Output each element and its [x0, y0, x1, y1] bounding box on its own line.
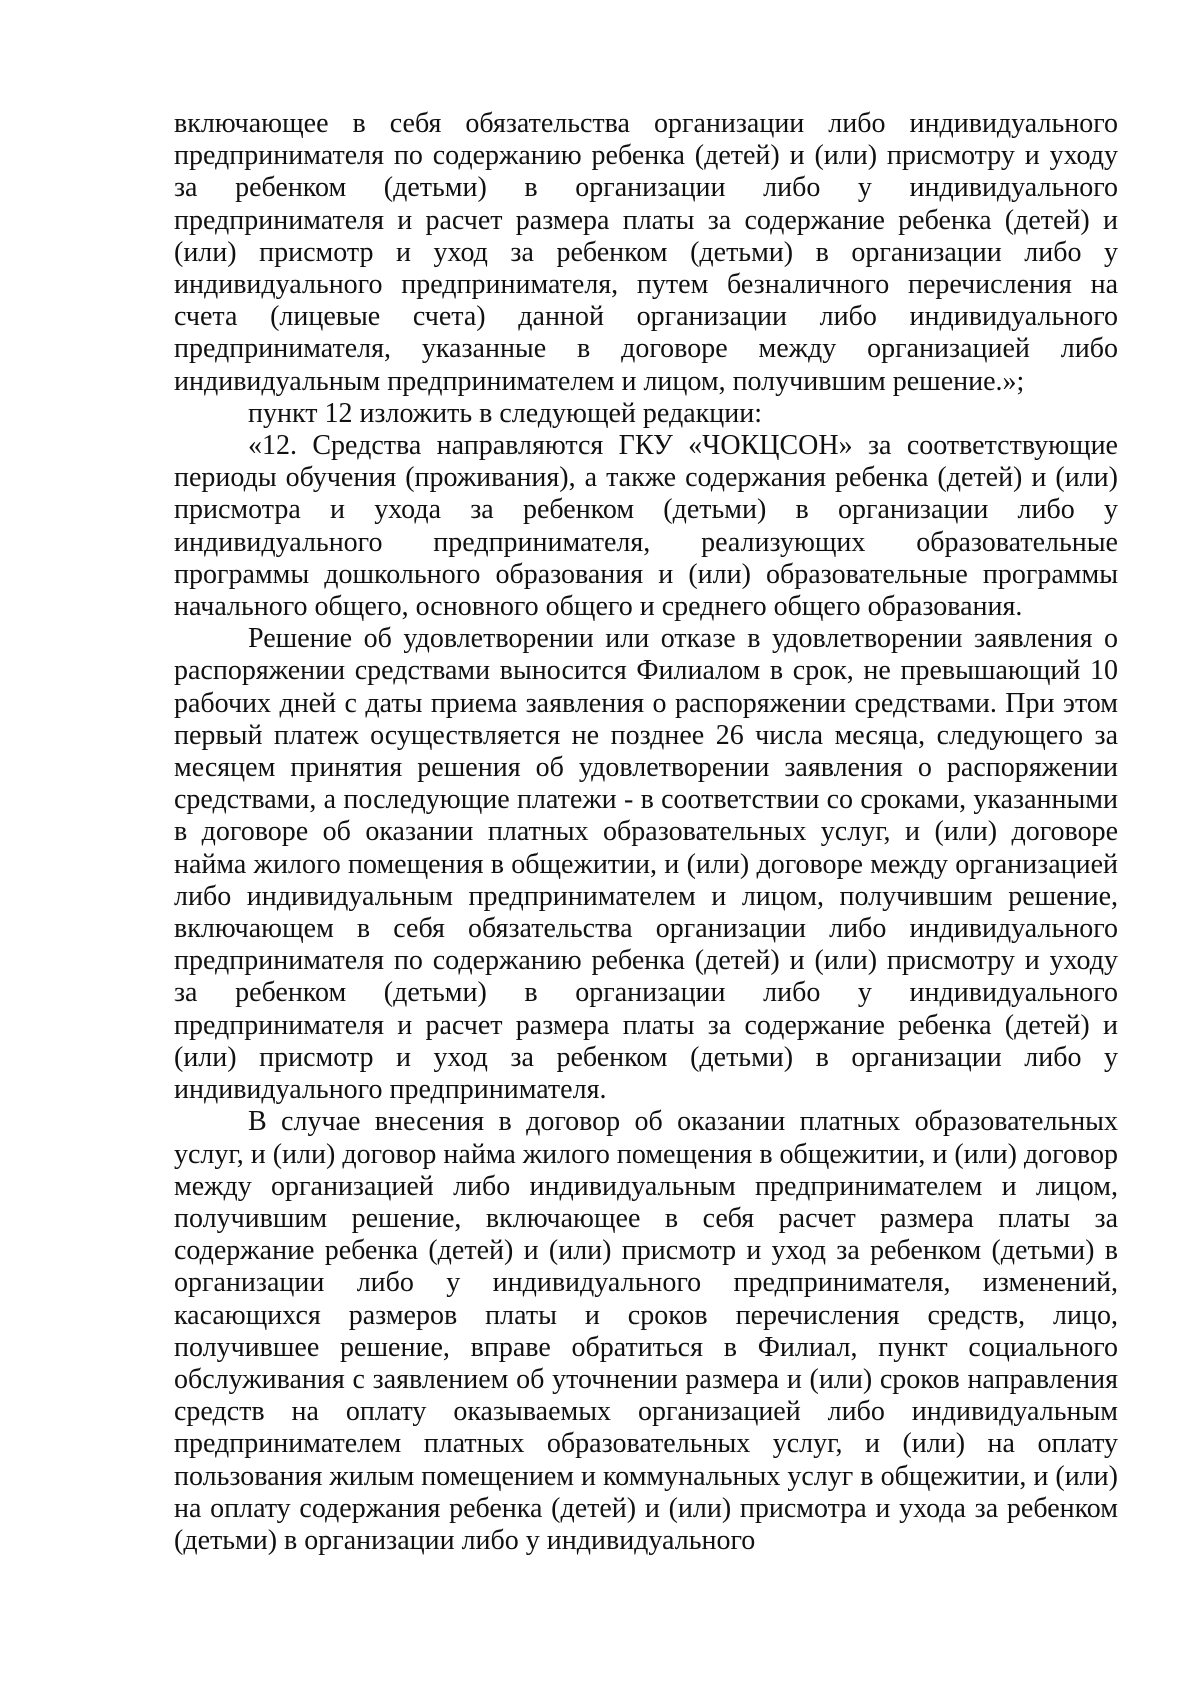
paragraph-amendment-instruction: пункт 12 изложить в следующей редакции: [248, 397, 762, 429]
paragraph-contract-changes: В случае внесения в договор об оказании платных образовательных услуг, и (или) договор найма жилого помещения в общежитии, и (или) договор между организацией либо индивидуальным предпринимателем и лицом, получившим решение, включающее в себя расчет размера платы за содержание ребенка (детей) и (или) присмотр и уход за ребенком (детьми) в организации либо у индивидуального предпринимателя, изменений, касающихся размеров платы и сроков перечисления средств, лицо, получившее решение, вправе обратиться в Филиал, пункт социального обслуживания с заявлением об уточнении размера и (или) сроков направления средств на оплату оказываемых организацией либо индивидуальным предпринимателем платных образовательных услуг, и (или) на оплату пользования жилым помещением и коммунальных услуг в общежитии, и (или) на оплату содержания ребенка (детей) и (или) присмотра и ухода за ребенком (детьми) в организации либо у индивидуального [174, 1106, 1118, 1556]
paragraph-continuation: включающее в себя обязательства организации либо индивидуального предпринимателя по содержанию ребенка (детей) и (или) присмотру и уходу за ребенком (детьми) в организации либо у индивидуального предпринимателя и расчет размера платы за содержание ребенка (детей) и (или) присмотр и уход за ребенком (детьми) в организации либо у индивидуального предпринимателя, путем безналичного перечисления на счета (лицевые счета) данной организации либо индивидуального предпринимателя, указанные в договоре между организацией либо индивидуальным предпринимателем и лицом, получившим решение.»; [174, 108, 1118, 397]
paragraph-decision: Решение об удовлетворении или отказе в удовлетворении заявления о распоряжении средствами выносится Филиалом в срок, не превышающий 10 рабочих дней с даты приема заявления о распоряжении средствами. При этом первый платеж осуществляется не позднее 26 числа месяца, следующего за месяцем принятия решения об удовлетворении заявления о распоряжении средствами, а последующие платежи - в соответствии со сроками, указанными в договоре об оказании платных образовательных услуг, и (или) договоре найма жилого помещения в общежитии, и (или) договоре между организацией либо индивидуальным предпринимателем и лицом, получившим решение, включающем в себя обязательства организации либо индивидуального предпринимателя по содержанию ребенка (детей) и (или) присмотру и уходу за ребенком (детьми) в организации либо у индивидуального предпринимателя и расчет размера платы за содержание ребенка (детей) и (или) присмотр и уход за ребенком (детьми) в организации либо у индивидуального предпринимателя. [174, 623, 1118, 1106]
document-page [174, 108, 1118, 1557]
paragraph-item-12: «12. Средства направляются ГКУ «ЧОКЦСОН» за соответствующие периоды обучения (проживания), а также содержания ребенка (детей) и (или) присмотра и ухода за ребенком (детьми) в организации либо у индивидуального предпринимателя, реализующих образовательные программы дошкольного образования и (или) образовательные программы начального общего, основного общего и среднего общего образования. [174, 430, 1118, 623]
